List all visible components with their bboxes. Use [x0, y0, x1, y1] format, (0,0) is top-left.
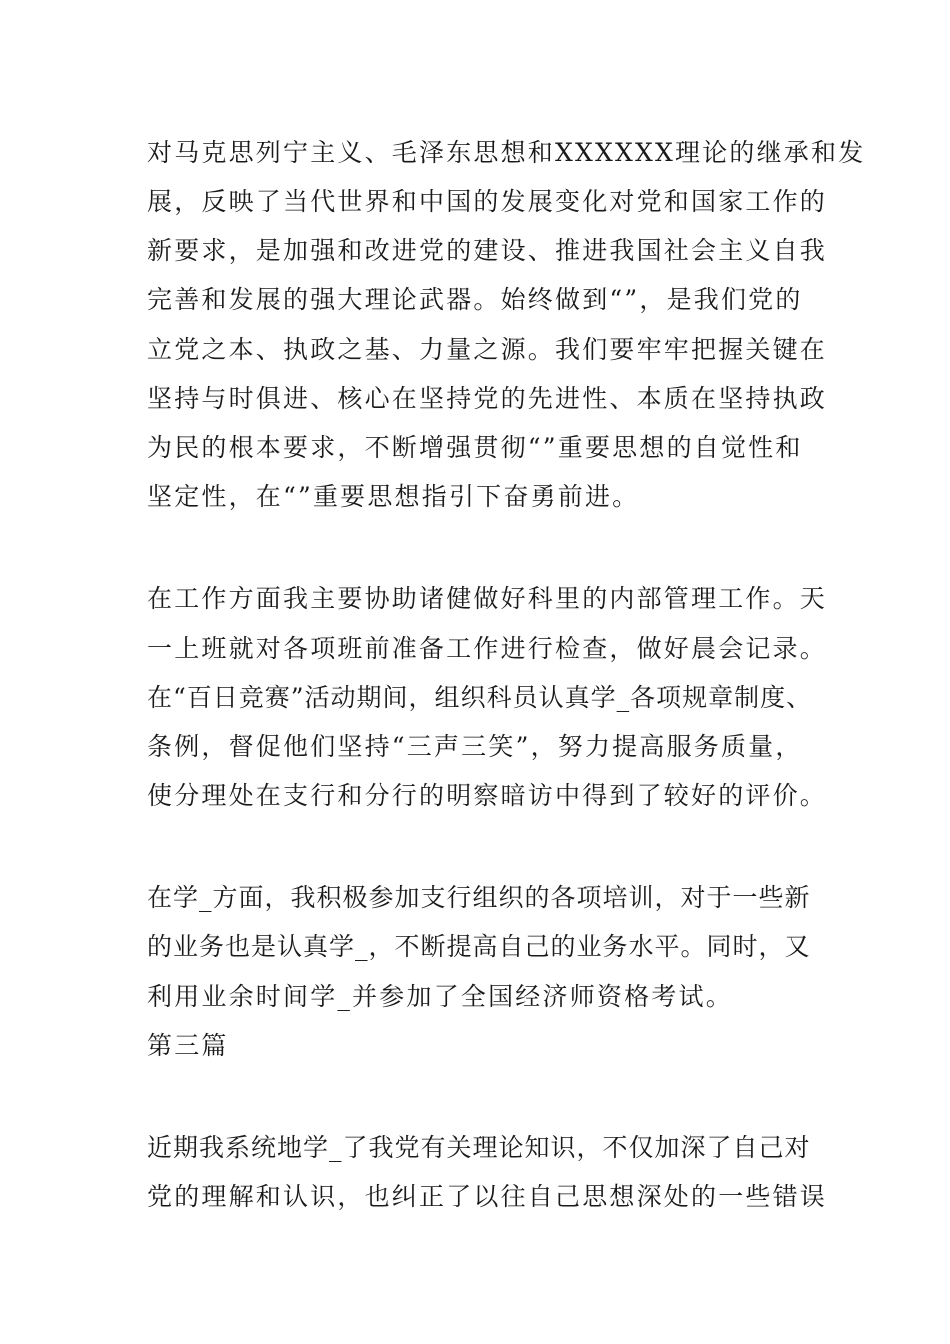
paragraph-1-line-3: 新要求，是加强和改进党的建设、推进我国社会主义自我 [147, 236, 828, 265]
final-paragraph-line-1: 近期我系统地学_了我党有关理论知识，不仅加深了自己对 [147, 1133, 811, 1162]
paragraph-2-line-2: 一上班就对各项班前准备工作进行检查，做好晨会记录。 [147, 634, 828, 663]
paragraph-2-line-1: 在工作方面我主要协助诸健做好科里的内部管理工作。天 [147, 584, 828, 613]
paragraph-1-line-7: 为民的根本要求，不断增强贯彻“”重要思想的自觉性和 [147, 433, 803, 462]
section-heading: 第三篇 [147, 1031, 229, 1060]
paragraph-2-line-5: 使分理处在支行和分行的明察暗访中得到了较好的评价。 [147, 781, 828, 810]
paragraph-1-line-1: 对马克思列宁主义、毛泽东思想和XXXXXX理论的继承和发 [147, 138, 866, 167]
final-paragraph-line-2: 党的理解和认识，也纠正了以往自己思想深处的一些错误 [147, 1182, 828, 1211]
paragraph-1-line-2: 展，反映了当代世界和中国的发展变化对党和国家工作的 [147, 187, 828, 216]
paragraph-3-line-2: 的业务也是认真学_，不断提高自己的业务水平。同时，又 [147, 932, 811, 961]
paragraph-1-line-6: 坚持与时俱进、核心在坚持党的先进性、本质在坚持执政 [147, 384, 828, 413]
paragraph-1-line-8: 坚定性，在“”重要思想指引下奋勇前进。 [147, 482, 640, 511]
paragraph-3-line-3: 利用业余时间学_并参加了全国经济师资格考试。 [147, 982, 733, 1011]
paragraph-1-line-4: 完善和发展的强大理论武器。始终做到“”，是我们党的 [147, 285, 803, 314]
paragraph-2-line-3: 在“百日竞赛”活动期间，组织科员认真学_各项规章制度、 [147, 683, 813, 712]
paragraph-3-line-1: 在学_方面，我积极参加支行组织的各项培训，对于一些新 [147, 883, 811, 912]
paragraph-1-line-5: 立党之本、执政之基、力量之源。我们要牢牢把握关键在 [147, 335, 828, 364]
paragraph-2-line-4: 条例，督促他们坚持“三声三笑”，努力提高服务质量， [147, 732, 803, 761]
